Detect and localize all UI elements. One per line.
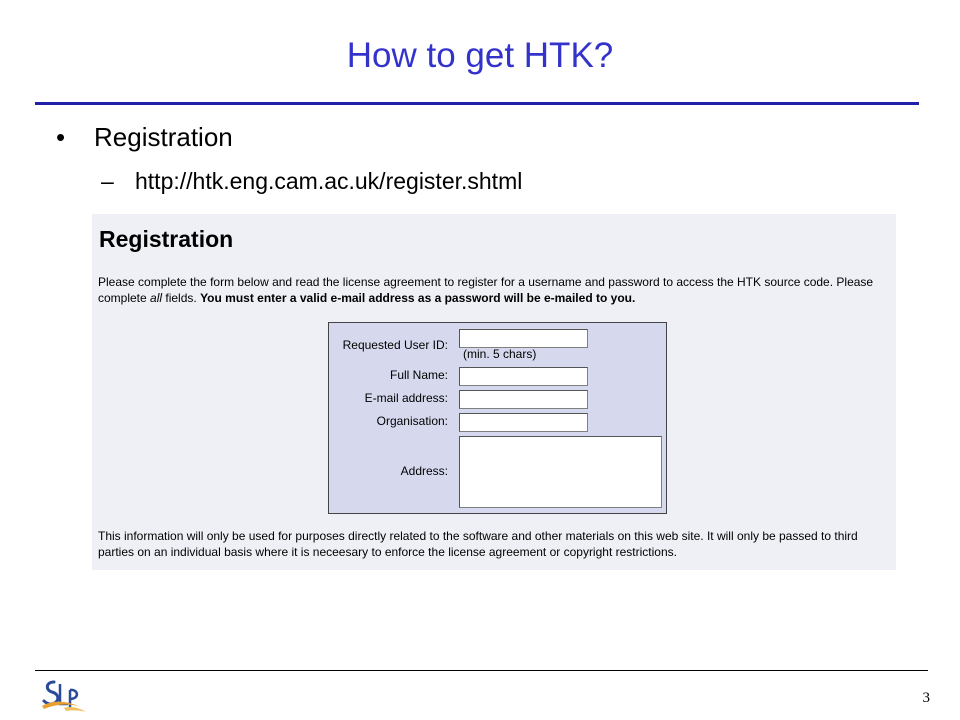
- bullet-glyph: •: [56, 122, 66, 152]
- registration-url[interactable]: http://htk.eng.cam.ac.uk/register.shtml: [135, 168, 523, 194]
- page-number: 3: [922, 690, 930, 706]
- registration-heading: Registration: [99, 226, 234, 252]
- title-divider: [35, 102, 919, 105]
- privacy-notice: This information will only be used for purposes directly related to the software and other materials on this web site. It will only be passed to third parties on an individual basis where it is neceesary to enforce the license agreement or copyright restrictions.: [98, 529, 858, 559]
- slp-logo-icon: [40, 676, 90, 716]
- user-id-label: Requested User ID:: [342, 338, 448, 352]
- intro-emphasis: all: [150, 291, 163, 305]
- organisation-input[interactable]: [459, 413, 588, 432]
- email-input[interactable]: [459, 390, 588, 409]
- user-id-input[interactable]: [459, 329, 588, 348]
- sub-bullet-item: [101, 168, 522, 195]
- organisation-label: Organisation:: [376, 414, 448, 428]
- user-id-hint: (min. 5 chars): [463, 347, 537, 361]
- intro-text-2: fields.: [162, 291, 201, 305]
- intro-text-1: Please complete the form below and read the license agreement to register for a username and password to access the HTK source code. Please complete: [98, 275, 874, 305]
- bullet-text: Registration: [94, 122, 233, 152]
- bullet-item: [56, 122, 233, 153]
- sub-bullet-glyph: –: [101, 168, 114, 194]
- address-textarea[interactable]: [459, 436, 662, 508]
- registration-form: [328, 322, 667, 514]
- address-label: Address:: [400, 464, 448, 478]
- slide-title: How to get HTK?: [346, 36, 614, 75]
- registration-intro: [98, 274, 893, 306]
- email-label: E-mail address:: [364, 391, 448, 405]
- footer-divider: [35, 670, 928, 671]
- full-name-label: Full Name:: [389, 368, 448, 382]
- registration-screenshot: [92, 214, 896, 570]
- full-name-input[interactable]: [459, 367, 588, 386]
- intro-warning: You must enter a valid e-mail address as a password will be e-mailed to you.: [200, 291, 636, 305]
